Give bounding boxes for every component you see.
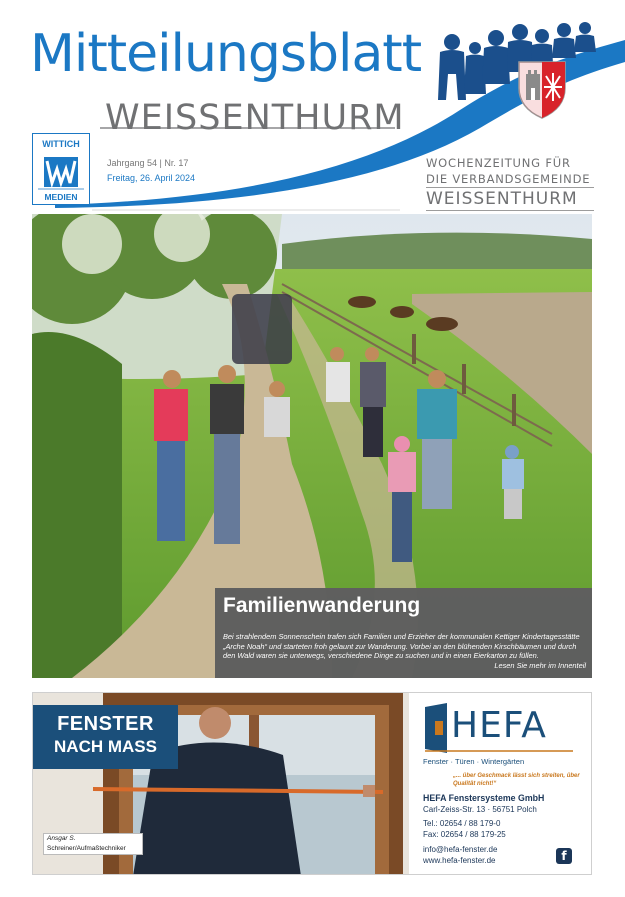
hefa-website-link[interactable]: www.hefa-fenster.de <box>423 856 496 865</box>
tagline-line-1: WOCHENZEITUNG FÜR <box>426 156 571 170</box>
ad-person-label <box>43 833 143 855</box>
tagline-line-2: DIE VERBANDSGEMEINDE <box>426 171 594 188</box>
wittich-logo-top: WITTICH <box>42 139 80 149</box>
wittich-logo-bottom: MEDIEN <box>44 192 78 202</box>
people-silhouette-icon <box>430 22 600 112</box>
tagline <box>426 155 594 211</box>
issue-number: Jahrgang 54 | Nr. 17 <box>107 158 189 168</box>
issue-date: Freitag, 26. April 2024 <box>107 173 196 183</box>
ad-person-name: Ansgar S. <box>47 835 76 842</box>
masthead <box>0 0 625 215</box>
hefa-slogan: „... über Geschmack lässt sich streiten, über Qualität nicht!“ <box>453 773 580 787</box>
hefa-email-link[interactable]: info@hefa-fenster.de <box>423 845 498 854</box>
ad-badge-line-2: NACH MASS <box>54 737 157 756</box>
wittich-medien-logo <box>32 133 90 205</box>
hefa-logo-text: HEFA <box>451 705 547 746</box>
facebook-icon[interactable]: f <box>556 848 572 864</box>
hefa-company: HEFA Fenstersysteme GmbH <box>423 793 545 803</box>
cover-more-link[interactable]: Lesen Sie mehr im Innenteil <box>494 660 586 670</box>
hefa-phone[interactable]: Tel.: 02654 / 88 179-0 <box>423 819 501 828</box>
ad-badge-line-1: FENSTER <box>57 713 154 735</box>
cover-text-body: Bei strahlendem Sonnenschein trafen sich Familien und Erzieher der kommunalen Kettiger Kindertagesstätte „Arche Noah“ und starteten froh gelaunt zur Wanderung. Vorbei an den blühenden Kirschbäumen und durch den Wald waren sie unterwegs, verschiedene Dinge zu suchen und in einen Eierkarton zu füllen. <box>223 632 580 661</box>
cover-headline: Familienwanderung <box>223 594 421 617</box>
cover-story-caption <box>215 588 592 678</box>
coat-of-arms-icon <box>516 58 568 120</box>
cover-text <box>223 632 586 670</box>
ad-badge <box>33 705 178 769</box>
ad-person-role: Schreiner/Aufmaßtechniker <box>47 845 126 852</box>
tagline-line-3: WEISSENTHURM <box>426 188 594 211</box>
hefa-info-panel <box>409 693 592 875</box>
newspaper-title: Mitteilungsblatt <box>30 24 422 84</box>
newspaper-subtitle: WEISSENTHURM <box>105 98 405 138</box>
hefa-fax: Fax: 02654 / 88 179-25 <box>423 830 506 839</box>
hefa-advertisement[interactable] <box>32 692 592 875</box>
hefa-logo-sub: Fenster · Türen · Wintergärten <box>423 757 525 766</box>
hefa-address: Carl-Zeiss-Str. 13 · 56751 Polch <box>423 805 537 814</box>
